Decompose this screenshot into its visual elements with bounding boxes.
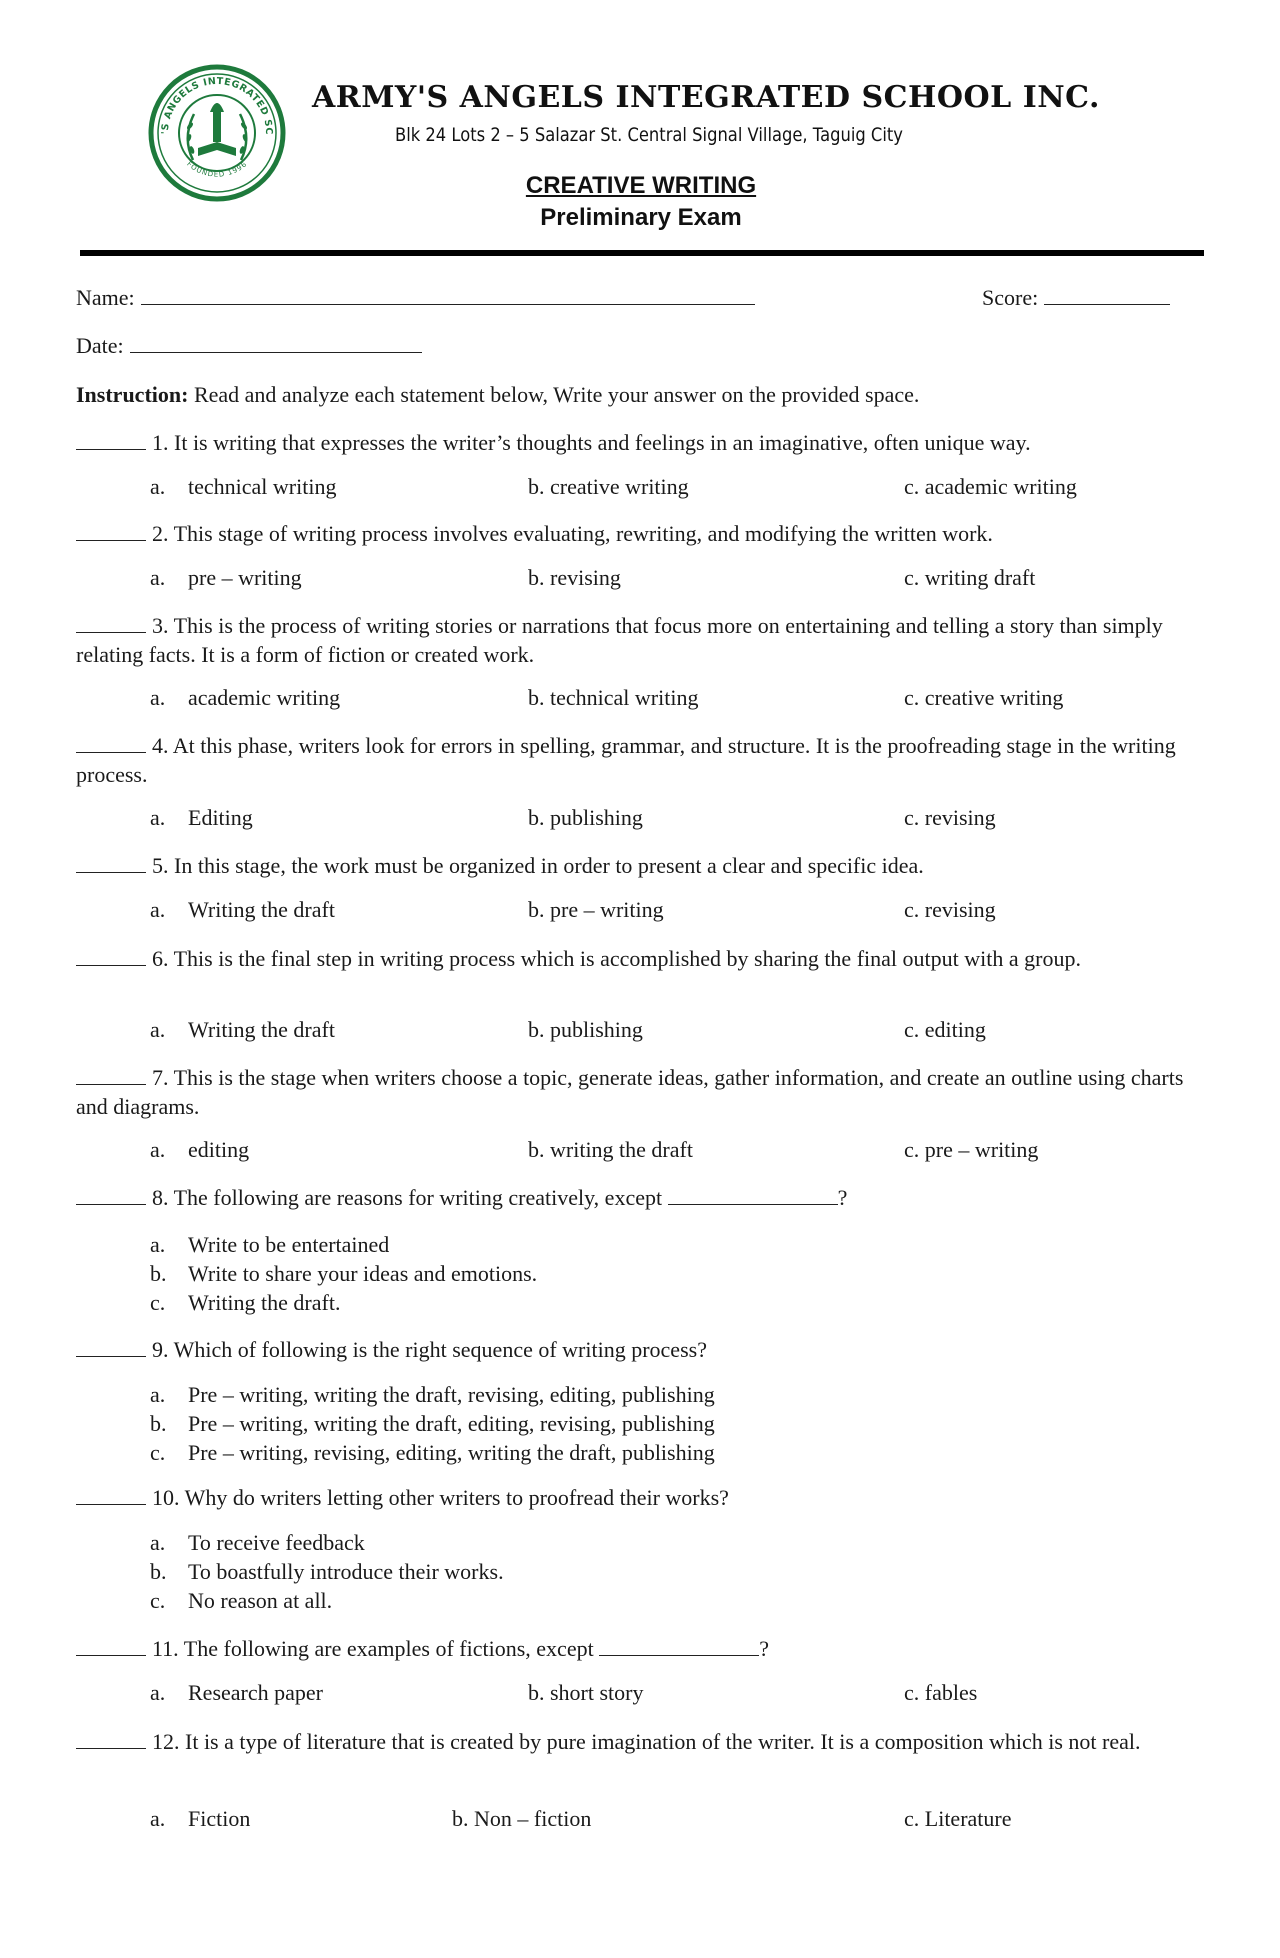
- option-6a: a. Writing the draft: [150, 1017, 335, 1042]
- question-12: [76, 1727, 1206, 1756]
- option-8a: a. Write to be entertained: [150, 1232, 390, 1257]
- question-5: [76, 851, 1206, 880]
- question-text: 5. In this stage, the work must be organized in order to present a clear and specific idea.: [152, 853, 924, 878]
- name-input-line[interactable]: [141, 286, 755, 305]
- school-name: ARMY'S ANGELS INTEGRATED SCHOOL INC.: [312, 80, 1100, 115]
- option-3c: c. creative writing: [904, 685, 1064, 710]
- date-input-line[interactable]: [130, 334, 422, 353]
- option-12a: a. Fiction: [150, 1806, 251, 1831]
- question-1: [76, 428, 1206, 457]
- question-text: 8. The following are reasons for writing creatively, except: [152, 1185, 663, 1210]
- answer-blank-9[interactable]: [76, 1338, 146, 1357]
- option-10c: c. No reason at all.: [150, 1588, 333, 1613]
- option-11b: b. short story: [528, 1680, 644, 1705]
- question-text: 1. It is writing that expresses the writer’s thoughts and feelings in an imaginative, often unique way.: [152, 430, 1031, 455]
- question-11: 11. The following are examples of fictions, except ?: [76, 1634, 1206, 1663]
- answer-blank-2[interactable]: [76, 522, 146, 541]
- answer-blank-7[interactable]: [76, 1066, 146, 1085]
- school-address: Blk 24 Lots 2 – 5 Salazar St. Central Signal Village, Taguig City: [395, 124, 903, 146]
- option-4b: b. publishing: [528, 805, 643, 830]
- question-8: 8. The following are reasons for writing creatively, except ?: [76, 1183, 1206, 1212]
- answer-blank-10[interactable]: [76, 1486, 146, 1505]
- option-5b: b. pre – writing: [528, 897, 664, 922]
- answer-blank-1[interactable]: [76, 431, 146, 450]
- question-text: 11. The following are examples of fictions, except: [152, 1636, 594, 1661]
- option-3b: b. technical writing: [528, 685, 699, 710]
- date-field: [76, 333, 422, 359]
- question-text: 4. At this phase, writers look for errors in spelling, grammar, and structure. It is the proofreading stage in the writing process.: [76, 733, 1176, 787]
- option-1b: b. creative writing: [528, 474, 689, 499]
- question-3: [76, 611, 1206, 669]
- question-text: 3. This is the process of writing stories or narrations that focus more on entertaining and telling a story than simply relating facts. It is a form of fiction or created work.: [76, 613, 1163, 667]
- option-1c: c. academic writing: [904, 474, 1077, 499]
- option-8c: c. Writing the draft.: [150, 1290, 341, 1315]
- answer-blank-5[interactable]: [76, 854, 146, 873]
- name-label: Name:: [76, 285, 135, 310]
- option-3a: a. academic writing: [150, 685, 341, 710]
- svg-text:FOUNDED 1996: FOUNDED 1996: [185, 159, 249, 179]
- option-2a: a. pre – writing: [150, 565, 302, 590]
- svg-text:ARMY'S ANGELS INTEGRATED SCHOO: 'S ANGELS INTEGRATED SC: [159, 75, 275, 136]
- instruction-text: Read and analyze each statement below, Write your answer on the provided space.: [193, 382, 920, 407]
- question-7: [76, 1063, 1206, 1121]
- option-7a: a. editing: [150, 1137, 250, 1162]
- answer-blank-4[interactable]: [76, 734, 146, 753]
- option-7b: b. writing the draft: [528, 1137, 693, 1162]
- date-label: Date:: [76, 333, 124, 358]
- question-text: 9. Which of following is the right sequence of writing process?: [152, 1337, 707, 1362]
- answer-blank-6[interactable]: [76, 947, 146, 966]
- option-5a: a. Writing the draft: [150, 897, 335, 922]
- answer-blank-8[interactable]: [76, 1186, 146, 1205]
- option-9a: a. Pre – writing, writing the draft, revising, editing, publishing: [150, 1382, 715, 1407]
- question-text: 6. This is the final step in writing process which is accomplished by sharing the final output with a group.: [152, 946, 1081, 971]
- score-input-line[interactable]: [1044, 286, 1170, 305]
- option-4c: c. revising: [904, 805, 996, 830]
- fill-in-blank-11: [599, 1637, 759, 1656]
- header-divider: [80, 250, 1204, 256]
- option-12b: b. Non – fiction: [452, 1806, 592, 1831]
- option-5c: c. revising: [904, 897, 996, 922]
- option-12c: c. Literature: [904, 1806, 1012, 1831]
- option-2b: b. revising: [528, 565, 621, 590]
- question-2: [76, 519, 1206, 548]
- question-4: [76, 731, 1206, 789]
- answer-blank-3[interactable]: [76, 614, 146, 633]
- option-2c: c. writing draft: [904, 565, 1036, 590]
- answer-blank-11[interactable]: [76, 1637, 146, 1656]
- option-6c: c. editing: [904, 1017, 986, 1042]
- option-1a: a. technical writing: [150, 474, 337, 499]
- answer-blank-12[interactable]: [76, 1730, 146, 1749]
- score-field: [982, 285, 1170, 311]
- question-text: 7. This is the stage when writers choose a topic, generate ideas, gather information, and create an outline using charts and diagrams.: [76, 1065, 1184, 1119]
- option-10b: b. To boastfully introduce their works.: [150, 1559, 504, 1584]
- option-11c: c. fables: [904, 1680, 978, 1705]
- option-9c: c. Pre – writing, revising, editing, writing the draft, publishing: [150, 1440, 715, 1465]
- question-text: 12. It is a type of literature that is created by pure imagination of the writer. It is a composition which is not real.: [152, 1729, 1141, 1754]
- question-10: [76, 1483, 1206, 1512]
- option-4a: a. Editing: [150, 805, 253, 830]
- question-9: [76, 1335, 1206, 1364]
- option-10a: a. To receive feedback: [150, 1530, 365, 1555]
- exam-type: Preliminary Exam: [540, 204, 742, 231]
- option-6b: b. publishing: [528, 1017, 643, 1042]
- option-11a: a. Research paper: [150, 1680, 323, 1705]
- question-6: [76, 944, 1206, 973]
- subject-title: CREATIVE WRITING: [525, 172, 757, 199]
- option-9b: b. Pre – writing, writing the draft, editing, revising, publishing: [150, 1411, 715, 1436]
- instruction-label: Instruction:: [76, 382, 189, 407]
- name-field: [76, 285, 755, 311]
- question-text: 10. Why do writers letting other writers to proofread their works?: [152, 1485, 729, 1510]
- question-text: 2. This stage of writing process involves evaluating, rewriting, and modifying the written work.: [152, 521, 993, 546]
- option-7c: c. pre – writing: [904, 1137, 1039, 1162]
- fill-in-blank-8: [668, 1186, 838, 1205]
- instruction: [76, 382, 919, 408]
- option-8b: b. Write to share your ideas and emotions.: [150, 1261, 538, 1286]
- score-label: Score:: [982, 285, 1039, 310]
